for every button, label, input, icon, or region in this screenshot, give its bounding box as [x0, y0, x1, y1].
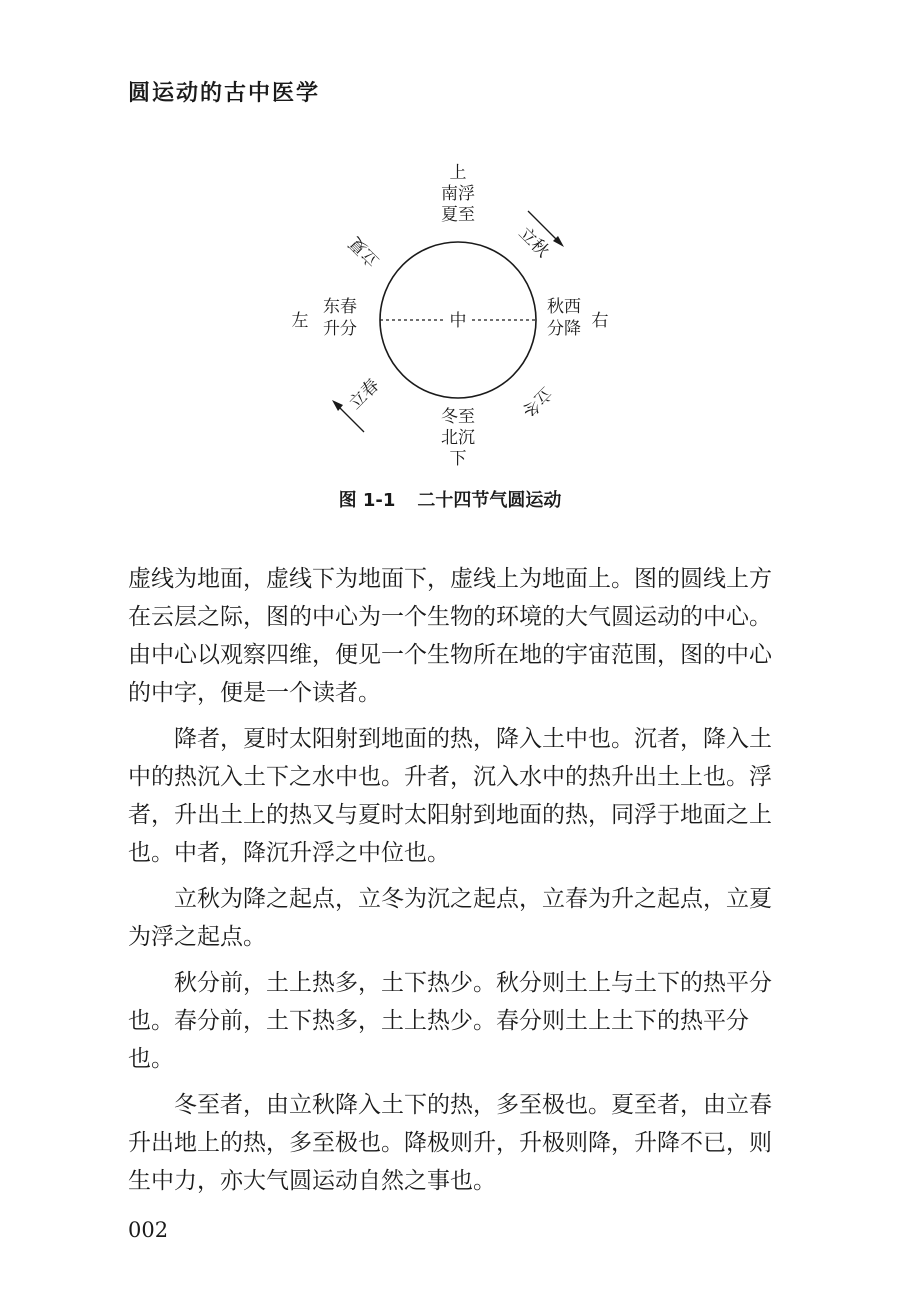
li-xia-label: 立夏 — [345, 232, 384, 271]
solar-terms-circle-diagram — [240, 148, 680, 478]
center-label: 中 — [449, 311, 467, 331]
left-outer-label: 左 — [291, 311, 309, 331]
right-inner-label-2: 分降 — [547, 319, 581, 339]
figure-1-1 — [240, 148, 680, 478]
body-text — [128, 560, 776, 1208]
caption-label: 图 1-1 — [338, 490, 396, 511]
top-label-1: 上 — [449, 163, 467, 183]
running-head: 圆运动的古中医学 — [128, 81, 321, 106]
top-label-3: 夏至 — [441, 205, 475, 225]
li-chun-label: 立春 — [345, 375, 384, 414]
figure-caption — [0, 486, 900, 512]
caption-title: 二十四节气圆运动 — [417, 490, 562, 511]
paragraph-3: 立秋为降之起点，立冬为沉之起点，立春为升之起点，立夏为浮之起点。 — [128, 886, 772, 950]
bottom-label-1: 冬至 — [441, 407, 475, 427]
li-qiu-label: 立秋 — [514, 223, 553, 262]
paragraph-5: 冬至者，由立秋降入土下的热，多至极也。夏至者，由立春升出地上的热，多至极也。降极则升，升极则降，升降不已，则生中力，亦大气圆运动自然之事也。 — [128, 1092, 772, 1194]
paragraph-2: 降者，夏时太阳射到地面的热，降入土中也。沉者，降入土中的热沉入土下之水中也。升者，沉入水中的热升出土上也。浮者，升出土上的热又与夏时太阳射到地面的热，同浮于地面之上也。中者，降沉升浮之中位也。 — [128, 726, 772, 866]
left-inner-label-1: 东春 — [323, 297, 357, 317]
right-outer-label: 右 — [591, 311, 609, 331]
paragraph-1: 虚线为地面，虚线下为地面下，虚线上为地面上。图的圆线上方在云层之际，图的中心为一个生物的环境的大气圆运动的中心。由中心以观察四维，便见一个生物所在地的宇宙范围，图的中心的中字，便是一个读者。 — [128, 566, 772, 706]
right-inner-label-1: 秋西 — [547, 297, 581, 317]
top-label-2: 南浮 — [441, 184, 475, 204]
page-number: 002 — [128, 1218, 169, 1242]
bottom-label-3: 下 — [449, 449, 467, 469]
bottom-label-2: 北沉 — [441, 428, 475, 448]
left-inner-label-2: 升分 — [323, 319, 357, 339]
li-dong-label: 立冬 — [517, 382, 556, 421]
paragraph-4: 秋分前，土上热多，土下热少。秋分则土上与土下的热平分也。春分前，土下热多，土上热少。春分则土上土下的热平分也。 — [128, 970, 772, 1072]
